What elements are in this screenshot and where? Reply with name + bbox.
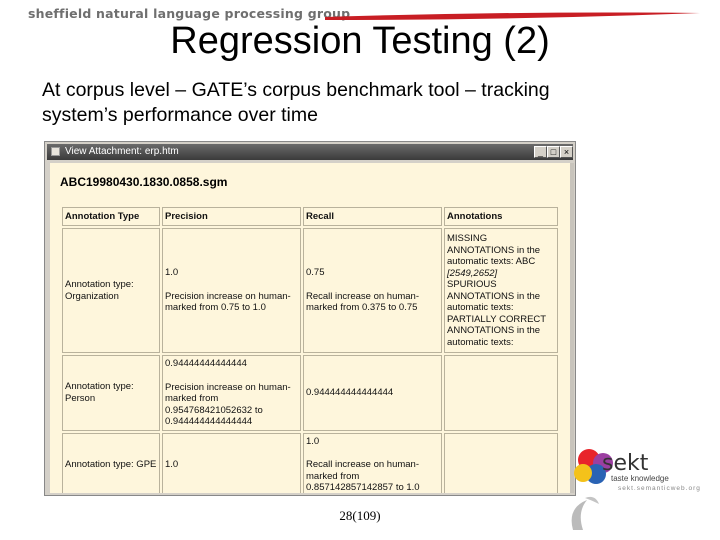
ann-missing-span[interactable]: [2549,2652]: [447, 267, 498, 279]
recall-value: 0.944444444444444: [306, 387, 394, 398]
col-annotation-type: Annotation Type: [62, 207, 160, 226]
type-text: Annotation type: Person: [65, 381, 134, 404]
ann-partial: PARTIALLY CORRECT ANNOTATIONS in the automatic texts:: [447, 313, 546, 348]
precision-value: 0.94444444444444: [165, 358, 247, 369]
attachment-window: [44, 141, 576, 496]
window-title: View Attachment: erp.htm: [65, 146, 179, 157]
ann-spurious: SPURIOUS ANNOTATIONS in the automatic texts:: [447, 279, 541, 313]
precision-value: 1.0: [165, 267, 179, 279]
cell-annotations: [444, 228, 558, 353]
table-row: [62, 355, 558, 431]
type-text: Annotation type: Organization: [65, 279, 134, 302]
cell-precision: [162, 433, 301, 494]
logo-wordmark: sekt: [602, 451, 649, 476]
logo-tagline: taste knowledge: [611, 474, 669, 483]
recall-note: Recall increase on human-marked from 0.375 to 0.75: [306, 290, 420, 314]
precision-note: Precision increase on human-marked from 0.75 to 1.0: [165, 290, 291, 314]
minimize-button[interactable]: _: [534, 146, 547, 158]
window-app-icon: [51, 147, 60, 156]
window-titlebar[interactable]: [47, 144, 573, 160]
precision-value: 1.0: [165, 458, 179, 470]
ann-missing: MISSING ANNOTATIONS in the automatic texts: ABC: [447, 233, 541, 267]
col-recall: Recall: [303, 207, 442, 226]
cell-type: [62, 228, 160, 353]
cell-recall: [303, 433, 442, 494]
slide-subtitle: At corpus level – GATE’s corpus benchmark tool – tracking system’s performance over time: [42, 79, 550, 126]
slide-title: Regression Testing (2): [170, 20, 550, 62]
type-text: Annotation type: GPE: [65, 458, 157, 470]
logo-url: sekt.semanticweb.org: [618, 485, 701, 492]
table-row: [62, 433, 558, 494]
cell-type: [62, 433, 160, 494]
table-header-row: [62, 207, 558, 226]
col-annotations: Annotations: [444, 207, 558, 226]
recall-note: Recall increase on human-marked from 0.857142857142857 to 1.0: [306, 459, 420, 493]
cell-recall: [303, 355, 442, 431]
recall-value: 1.0: [306, 435, 320, 447]
cell-recall: [303, 228, 442, 353]
results-table: [60, 205, 560, 493]
document-name: ABC19980430.1830.0858.sgm: [60, 175, 228, 189]
cell-annotations: [444, 433, 558, 494]
table-row: [62, 228, 558, 353]
cell-precision: [162, 228, 301, 353]
window-content: [50, 163, 570, 493]
cell-annotations: [444, 355, 558, 431]
maximize-button[interactable]: □: [547, 146, 560, 158]
cell-type: [62, 355, 160, 431]
cell-precision: [162, 355, 301, 431]
group-brand: sheffield natural language processing group: [28, 6, 351, 21]
precision-note: Precision increase on human-marked from 0.954768421052632 to 0.944444444444444: [165, 381, 291, 427]
page-number: 28(109): [339, 508, 381, 523]
col-precision: Precision: [162, 207, 301, 226]
close-button[interactable]: ×: [560, 146, 573, 158]
recall-value: 0.75: [306, 267, 325, 279]
